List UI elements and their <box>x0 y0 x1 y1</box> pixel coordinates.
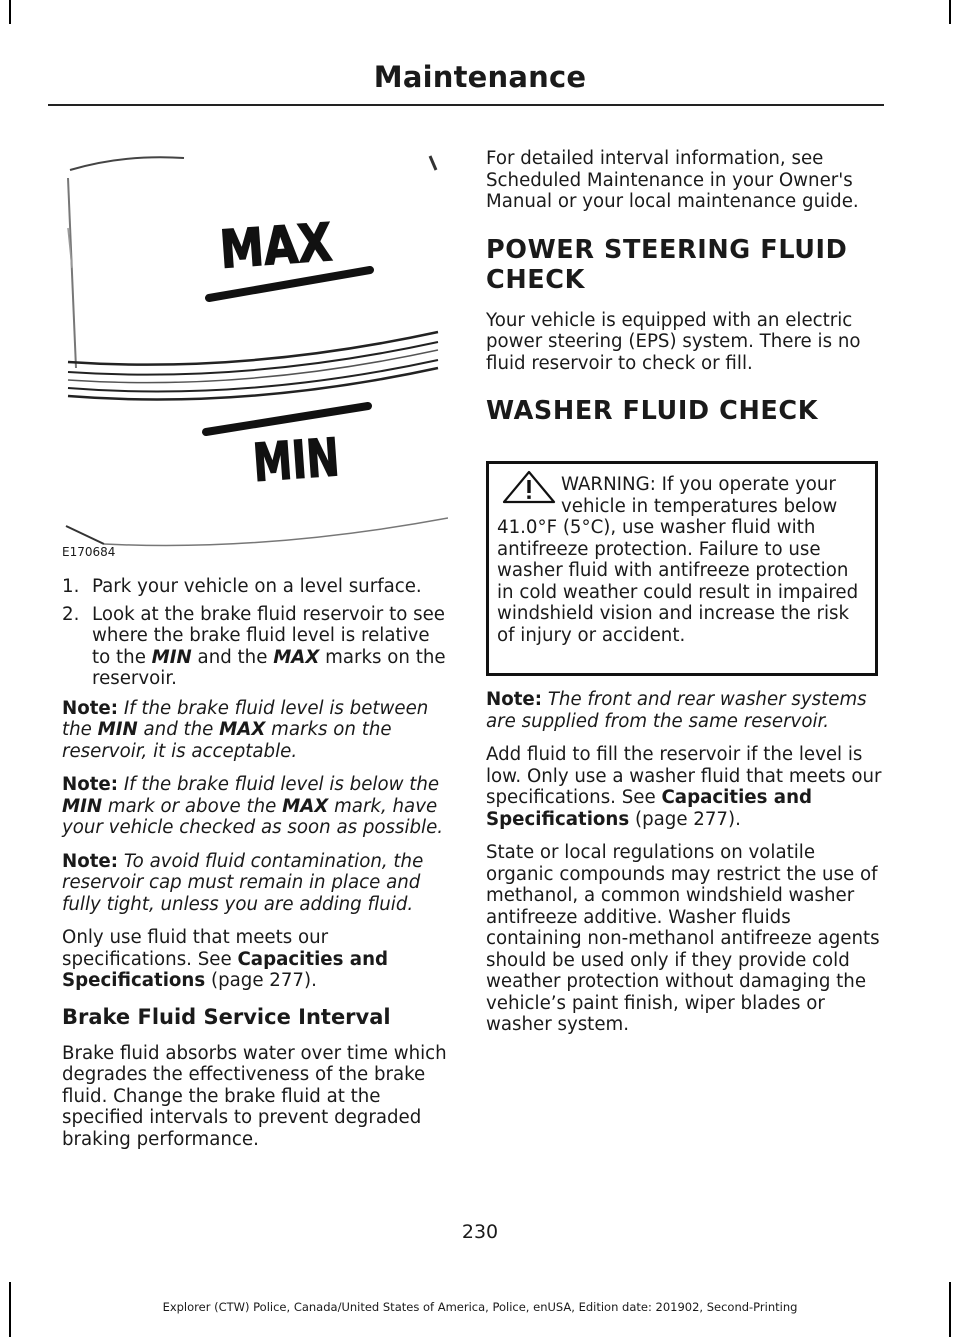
capacities-link[interactable]: Capacities and Specifications <box>486 787 813 830</box>
note-text: The front and rear washer systems are supplied from the same reservoir. <box>486 689 867 732</box>
washer-fluid-heading: WASHER FLUID CHECK <box>486 396 819 426</box>
note-label: Note: <box>486 689 543 710</box>
note-text: and the <box>137 719 220 740</box>
note-text: To avoid fluid contamination, the reservoir cap must remain in place and fully tight, unless you are adding fluid. <box>62 850 424 915</box>
note-label: Note: <box>62 850 119 872</box>
max-mark-label: MAX <box>217 211 354 281</box>
capacities-link[interactable]: Capacities and Specifications <box>62 948 389 991</box>
list-item <box>62 576 450 598</box>
page-title: Maintenance <box>373 60 587 94</box>
note-level-out-of-range <box>62 774 450 839</box>
page-ref: (page 277). <box>205 970 317 991</box>
brake-fluid-interval-heading: Brake Fluid Service Interval <box>62 1004 391 1029</box>
step-number: 2. <box>62 603 80 625</box>
step-text: marks on the reservoir. <box>92 646 446 689</box>
page-number: 230 <box>461 1221 499 1243</box>
reservoir-figure <box>64 148 448 560</box>
warning-box <box>486 461 878 676</box>
left-column <box>62 576 450 1162</box>
regulations-paragraph: State or local regulations on volatile organic compounds may restrict the use of methanol, a common windshield washer antifreeze additive. Washer fluids containing non-methanol antifreeze agents should be used only if they provide cold weather protection without damaging the vehicle’s paint finish, wiper blades or washer system. <box>486 842 880 1035</box>
warning-triangle-icon <box>501 470 557 504</box>
list-item <box>62 604 450 690</box>
min-term: MIN <box>62 795 103 817</box>
min-mark-label: MIN <box>251 426 370 494</box>
crop-mark-top-left-v <box>9 0 11 24</box>
step-text: and the <box>191 646 274 668</box>
intro-paragraph: For detailed interval information, see Scheduled Maintenance in your Owner's Manual or your local maintenance guide. <box>486 148 859 212</box>
warning-text: If you operate your vehicle in temperatures below 41.0°F (5°C), use washer fluid with antifreeze protection. Failure to use washer fluid with antifreeze protection in cold weather could result in impaired windshield vision and increase the risk of injury or accident. <box>497 474 859 646</box>
note-washer-systems <box>486 689 886 732</box>
page-ref: (page 277). <box>629 808 741 830</box>
note-label: Note: <box>62 774 119 795</box>
heading-line: POWER STEERING FLUID <box>486 234 848 265</box>
paragraph-text: Only use fluid that meets our specifications. See <box>62 927 329 970</box>
steps-list <box>62 576 450 690</box>
power-steering-heading <box>486 235 886 295</box>
power-steering-paragraph: Your vehicle is equipped with an electric power steering (EPS) system. There is no fluid reservoir to check or fill. <box>486 309 861 374</box>
step-text: Look at the brake fluid reservoir to see where the brake fluid level is relative to the <box>92 603 445 668</box>
note-text: mark, have your vehicle checked as soon as possible. <box>62 795 444 838</box>
note-label: Note: <box>62 697 119 719</box>
right-column-lower <box>486 689 886 1048</box>
note-text: marks on the reservoir, it is acceptable. <box>62 719 392 762</box>
add-fluid-paragraph <box>486 744 886 830</box>
note-text: If the brake fluid level is between the <box>62 697 429 740</box>
spec-paragraph <box>62 927 450 992</box>
note-contamination <box>62 851 450 916</box>
step-text: Park your vehicle on a level surface. <box>92 576 422 597</box>
max-term: MAX <box>282 795 329 817</box>
paragraph-text: Add fluid to fill the reservoir if the level is low. Only use a washer fluid that meets our specifications. See <box>486 744 882 808</box>
note-level-acceptable <box>62 698 450 763</box>
crop-mark-top-right-v <box>949 0 951 24</box>
max-term: MAX <box>219 719 266 740</box>
min-level-line <box>206 406 368 432</box>
footer-edition: Explorer (CTW) Police, Canada/United States of America, Police, enUSA, Edition date: 201902, Second-Printing <box>162 1300 798 1314</box>
max-term: MAX <box>273 646 320 668</box>
min-term: MIN <box>97 719 138 740</box>
header-divider <box>48 104 884 106</box>
interval-paragraph: Brake fluid absorbs water over time which degrades the effectiveness of the brake fluid. Change the brake fluid at the specified intervals to prevent degraded braking performance. <box>62 1042 447 1150</box>
right-column <box>486 148 886 426</box>
min-term: MIN <box>151 646 192 668</box>
heading-line: CHECK <box>486 264 585 295</box>
reservoir-illustration <box>64 148 448 560</box>
step-number: 1. <box>62 576 80 597</box>
note-text: If the brake fluid level is below the <box>118 774 440 795</box>
warning-label: WARNING: <box>561 474 656 495</box>
note-text: mark or above the <box>102 795 283 817</box>
figure-label: E170684 <box>62 545 116 559</box>
